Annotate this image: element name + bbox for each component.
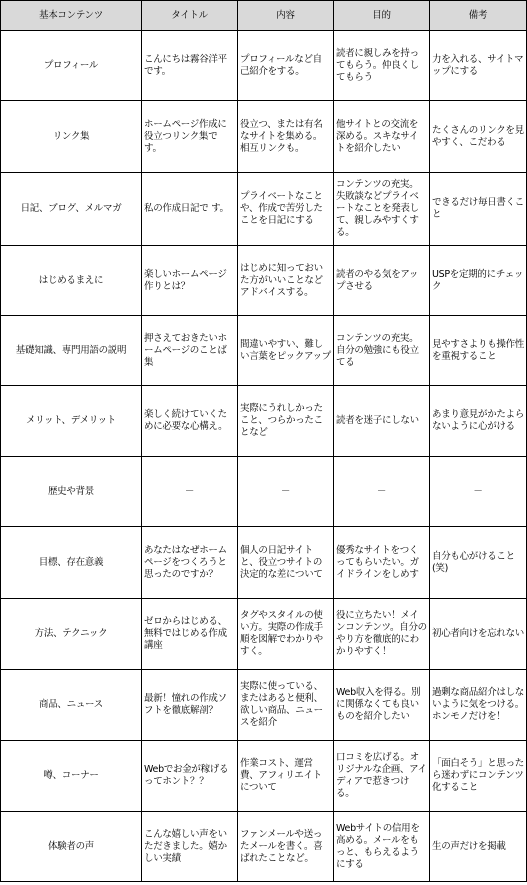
table-row	[1, 31, 527, 101]
purpose-cell: 読者を迷子にしない	[334, 386, 430, 457]
table-row	[1, 173, 527, 246]
purpose-cell: －	[334, 457, 430, 527]
title-cell: 押さえておきたいホームページのことば集	[142, 316, 238, 386]
notes-cell: 過剰な商品紹介はしないように気をつける。ホンモノだけを！	[430, 670, 527, 741]
table-row	[1, 670, 527, 741]
purpose-cell: Webサイトの信用を高める。メールをもっと、もらえるようにする	[334, 812, 430, 882]
table-row	[1, 101, 527, 173]
notes-cell: 「面白そう」と思ったら迷わずにコンテンツ化すること	[430, 741, 527, 812]
purpose-cell: 他サイトとの交流を深める。スキなサイトを紹介したい	[334, 101, 430, 173]
title-cell: 最新！憧れの作成ソフトを徹底解剖？	[142, 670, 238, 741]
row-label: 日記、ブログ、メルマガ	[1, 173, 142, 246]
purpose-cell: 優秀なサイトをつくってもらいたい。ガイドラインをしめす	[334, 527, 430, 599]
header-notes: 備考	[430, 1, 527, 31]
purpose-cell: 役に立ちたい！メインコンテンツ。自分のやり方を徹底的にわかりやすく！	[334, 599, 430, 670]
content-cell: ファンメールや送ったメールを書く。喜ばれたことなど。	[238, 812, 334, 882]
notes-cell: たくさんのリンクを見やすく、こだわる	[430, 101, 527, 173]
table-row	[1, 741, 527, 812]
row-label: 歴史や背景	[1, 457, 142, 527]
table-row	[1, 457, 527, 527]
notes-cell: 自分も心がけること(笑)	[430, 527, 527, 599]
row-label: はじめるまえに	[1, 246, 142, 316]
header-title: タイトル	[142, 1, 238, 31]
notes-cell: あまり意見がかたよらないように心がける	[430, 386, 527, 457]
content-cell: 間違いやすい、難しい言葉をピックアップ	[238, 316, 334, 386]
row-label: 基礎知識、専門用語の説明	[1, 316, 142, 386]
purpose-cell: コンテンツの充実。自分の勉強にも役立てる	[334, 316, 430, 386]
purpose-cell: 口コミを広げる。オリジナルな企画、アイディアで惹きつける。	[334, 741, 430, 812]
table-row	[1, 527, 527, 599]
table-row	[1, 599, 527, 670]
row-label: 体験者の声	[1, 812, 142, 882]
table-row	[1, 812, 527, 882]
content-cell: はじめに知っておいた方がいいことなどアドバイスする。	[238, 246, 334, 316]
content-cell: 実際にうれしかったこと、つらかったことなど	[238, 386, 334, 457]
row-label: 目標、存在意義	[1, 527, 142, 599]
row-label: 方法、テクニック	[1, 599, 142, 670]
content-cell: プロフィールなど自己紹介をする。	[238, 31, 334, 101]
content-cell: 役立つ、または有名なサイトを集める。相互リンクも。	[238, 101, 334, 173]
table-row	[1, 386, 527, 457]
purpose-cell: 読者に親しみを持ってもらう。仲良くしてもらう	[334, 31, 430, 101]
row-label: メリット、デメリット	[1, 386, 142, 457]
title-cell: ホームページ作成に役立つリンク集です。	[142, 101, 238, 173]
row-label: プロフィール	[1, 31, 142, 101]
title-cell: 楽しいホームページ作りとは？	[142, 246, 238, 316]
notes-cell: 見やすさよりも操作性を重視すること	[430, 316, 527, 386]
content-cell: 実際に使っている、またはあると便利、欲しい商品、ニュースを紹介	[238, 670, 334, 741]
row-label: 噂、コーナー	[1, 741, 142, 812]
content-cell: 作業コスト、運営費、アフィリエイトについて	[238, 741, 334, 812]
purpose-cell: 読者のやる気をアップさせる	[334, 246, 430, 316]
notes-cell: 力を入れる、サイトマップにする	[430, 31, 527, 101]
content-cell: －	[238, 457, 334, 527]
notes-cell: 初心者向けを忘れない	[430, 599, 527, 670]
title-cell: Webでお金が稼げるってホント？？	[142, 741, 238, 812]
table-row	[1, 316, 527, 386]
notes-cell: できるだけ毎日書くこと	[430, 173, 527, 246]
table-row	[1, 246, 527, 316]
title-cell: ゼロからはじめる、無料ではじめる作成講座	[142, 599, 238, 670]
notes-cell: USPを定期的にチェック	[430, 246, 527, 316]
title-cell: こんにちは霧谷洋平です。	[142, 31, 238, 101]
row-label: リンク集	[1, 101, 142, 173]
header-content: 内容	[238, 1, 334, 31]
title-cell: －	[142, 457, 238, 527]
purpose-cell: コンテンツの充実。失敗談などプライベートなことを発表して、親しみやすくする。	[334, 173, 430, 246]
purpose-cell: Web収入を得る。別に関係なくても良いものを紹介したい	[334, 670, 430, 741]
title-cell: 楽しく続けていくために必要な心構え。	[142, 386, 238, 457]
header-row	[1, 1, 527, 31]
header-purpose: 目的	[334, 1, 430, 31]
title-cell: こんな嬉しい声をいただきました。嬉かしい実績	[142, 812, 238, 882]
header-basic-content: 基本コンテンツ	[1, 1, 142, 31]
notes-cell: 生の声だけを掲載	[430, 812, 527, 882]
title-cell: あなたはなぜホームページをつくろうと思ったのですか？	[142, 527, 238, 599]
content-cell: タグやスタイルの使い方。実際の作成手順を図解でわかりやすく。	[238, 599, 334, 670]
content-cell: プライベートなことや、作成で苦労したことを日記にする	[238, 173, 334, 246]
notes-cell: －	[430, 457, 527, 527]
row-label: 商品、ニュース	[1, 670, 142, 741]
title-cell: 私の作成日記で す。	[142, 173, 238, 246]
content-cell: 個人の日記サイトと、役立つサイトの決定的な差について	[238, 527, 334, 599]
